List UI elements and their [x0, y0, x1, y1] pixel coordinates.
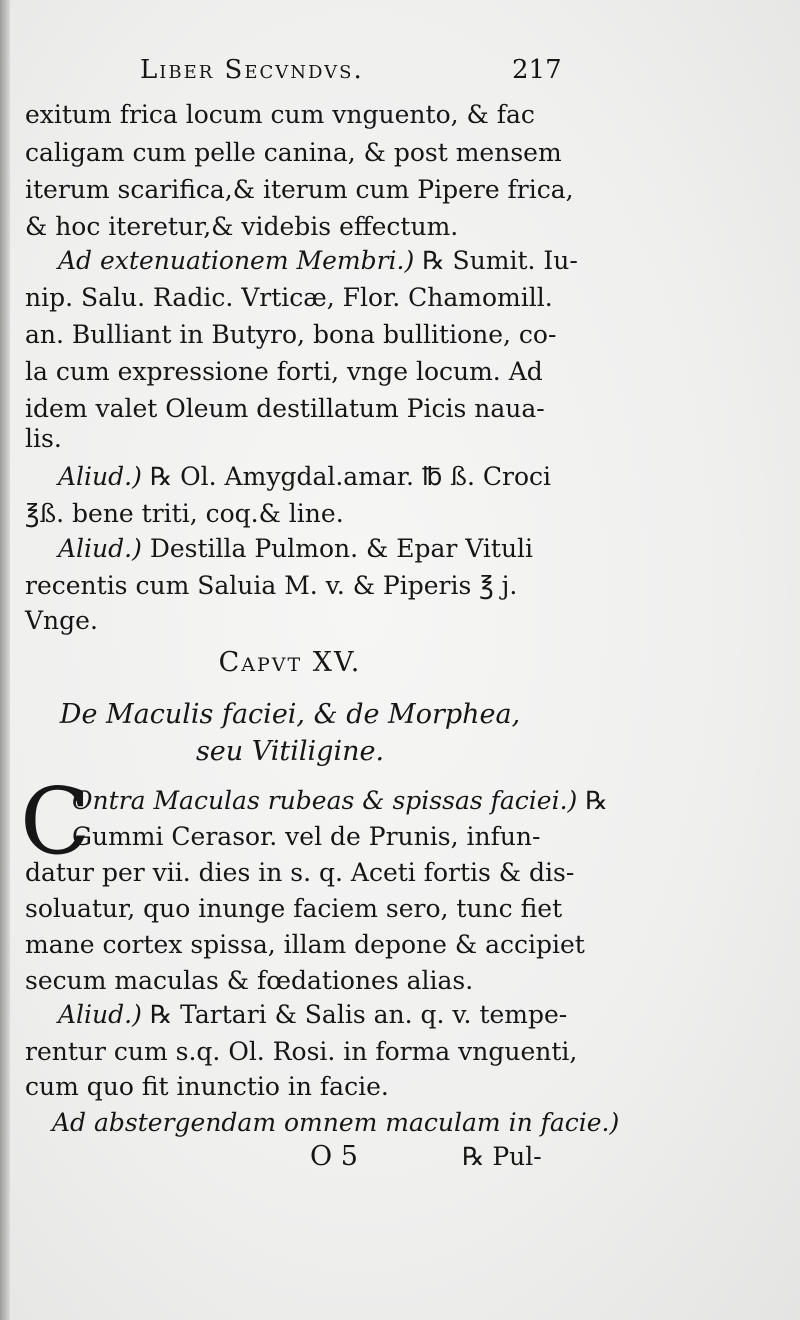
- text-line: rentur cum s.q. Ol. Rosi. in forma vnguenti,: [25, 1037, 578, 1066]
- text-line: Vnge.: [25, 606, 98, 635]
- text-line: nip. Salu. Radic. Vrticæ, Flor. Chamomill.: [25, 283, 553, 312]
- paragraph-heading: Aliud.): [58, 1000, 142, 1029]
- text-line: an. Bulliant in Butyro, bona bullitione, co-: [25, 320, 557, 349]
- text-line: secum maculas & fœdationes alias.: [25, 966, 474, 995]
- paragraph-heading: Ad abstergendam omnem maculam in facie.): [52, 1108, 620, 1137]
- catchword: ℞ Pul-: [462, 1142, 542, 1171]
- paragraph-text: ℞ Tartari & Salis an. q. v. tempe-: [149, 1000, 568, 1029]
- text-line: ℥ß. bene triti, coq.& line.: [25, 499, 344, 528]
- text-line: Gummi Cerasor. vel de Prunis, infun-: [72, 822, 541, 851]
- paragraph-first-line: [58, 534, 533, 564]
- paragraph-first-line: [72, 786, 608, 816]
- text-line: soluatur, quo inunge faciem sero, tunc fiet: [25, 894, 563, 923]
- paragraph-text: ℞ Sumit. Iu-: [422, 246, 578, 275]
- text-line: exitum frica locum cum vnguento, & fac: [25, 100, 535, 129]
- drop-cap: C: [20, 768, 91, 875]
- text-line: datur per vii. dies in s. q. Aceti fortis & dis-: [25, 858, 575, 887]
- chapter-subtitle: De Maculis faciei, & de Morphea,: [59, 699, 521, 730]
- paragraph-first-line: [58, 246, 578, 276]
- text-line: & hoc iteretur,& videbis effectum.: [25, 212, 459, 241]
- paragraph-heading: Aliud.): [58, 534, 142, 563]
- paragraph-heading: Aliud.): [58, 462, 142, 491]
- text-line: la cum expressione forti, vnge locum. Ad: [25, 357, 543, 386]
- text-line: lis.: [25, 424, 62, 453]
- paragraph-first-line: [58, 462, 551, 492]
- text-line: mane cortex spissa, illam depone & accipiet: [25, 930, 585, 959]
- text-line: cum quo fit inunctio in facie.: [25, 1072, 389, 1101]
- paragraph-heading: Ad extenuationem Membri.): [58, 246, 415, 275]
- text-line: idem valet Oleum destillatum Picis naua-: [25, 394, 545, 423]
- paragraph-text: ℞ Ol. Amygdal.amar. ℔ ß. Croci: [149, 462, 552, 491]
- page-number: 217: [512, 55, 562, 85]
- text-line: recentis cum Saluia M. v. & Piperis ℥ j.: [25, 571, 518, 600]
- paragraph-first-line: [58, 1000, 567, 1030]
- running-head: Liber Secvndvs.: [140, 55, 364, 85]
- paragraph-text: ℞: [585, 786, 608, 815]
- chapter-subtitle: seu Vitiligine.: [195, 736, 385, 767]
- text-line: iterum scarifica,& iterum cum Pipere frica,: [25, 175, 574, 204]
- signature-mark: O 5: [310, 1141, 358, 1172]
- text-line: caligam cum pelle canina, & post mensem: [25, 138, 562, 167]
- chapter-title: Capvt XV.: [218, 647, 362, 678]
- paragraph-text: Destilla Pulmon. & Epar Vituli: [149, 534, 534, 563]
- paragraph-heading: Ontra Maculas rubeas & spissas faciei.): [72, 786, 578, 815]
